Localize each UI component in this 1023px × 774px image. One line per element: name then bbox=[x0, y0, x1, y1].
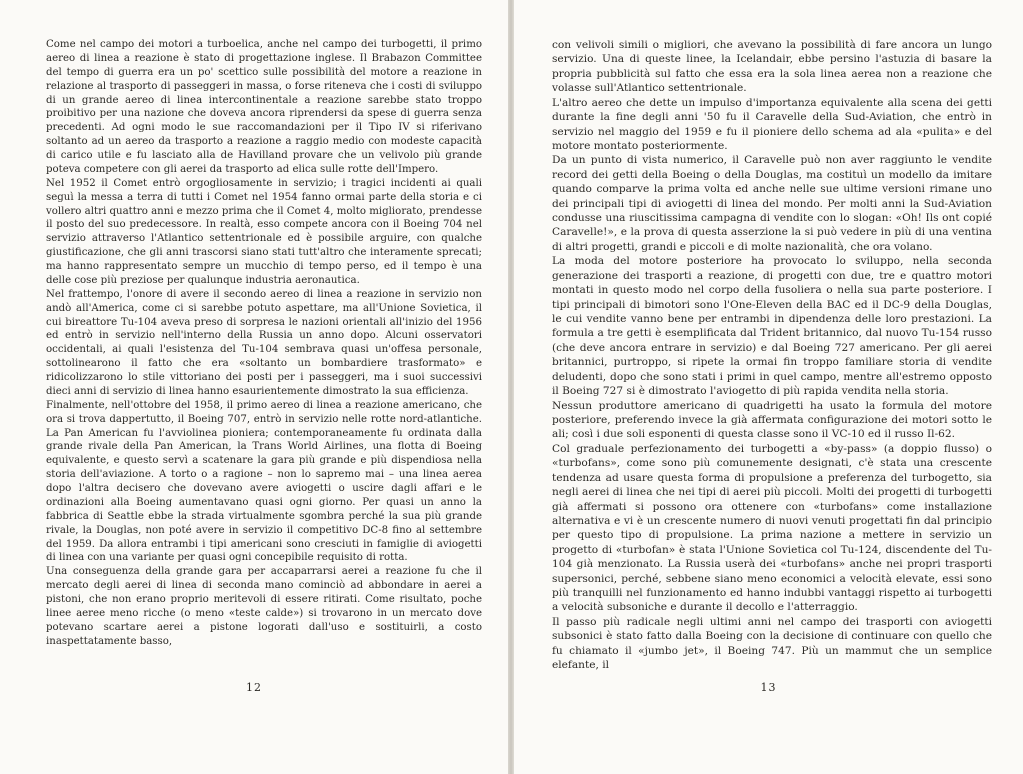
paragraph: Il passo più radicale negli ultimi anni nel campo dei trasporti con aviogetti subsonici è stato fatto dalla Boeing con la decisione di continuare con quello che fu chiamato il «jumbo jet», il Boeing 747. Più un mammut che un semplice elefante, il bbox=[552, 615, 992, 672]
paragraph: Nessun produttore americano di quadrigetti ha usato la formula del motore posteriore, preferendo invece la già affermata configurazione dei motori sotto le ali; così i due soli esponenti di questa classe sono il VC-10 ed il russo Il-62. bbox=[552, 399, 992, 441]
paragraph: con velivoli simili o migliori, che avevano la possibilità di fare ancora un lungo servizio. Una di queste linee, la Icelandair, ebbe persino l'astuzia di basare la propria pubblicità sul fatto che essa era la sola linea aerea non a reazione che volasse sull'Atlantico settentrionale. bbox=[552, 39, 992, 95]
paragraph: Finalmente, nell'ottobre del 1958, il primo aereo di linea a reazione americano, che ora si trova dappertutto, il Boeing 707, entrò in servizio nelle rotte nord-atlantiche. La Pan American fu l'avviolinea pioniera; contemporaneamente fu ordinata dalla grande rivale della Pan American, la Trans World Airlines, una flotta di Boeing equivalente, e questo servì a scatenare la gara più grande e più dispendiosa nella storia dell'aviazione. A torto o a ragione – non lo sapremo mai – una linea aerea dopo l'altra decisero che dovevano avere aviogetti o uscire dagli affari e le ordinazioni alla Boeing aumentavano quasi ogni giorno. Per quasi un anno la fabbrica di Seattle ebbe la strada virtualmente sgombra perché la sua più grande rivale, la Douglas, non poté avere in servizio il competitivo DC-8 fino al settembre del 1959. Da allora entrambi i tipi americani sono cresciuti in famiglie di aviogetti di linea con una variante per quasi ogni concepibile requisito di rotta. bbox=[46, 399, 482, 564]
paragraph: Una conseguenza della grande gara per accaparrarsi aerei a reazione fu che il mercato degli aerei di linea di seconda mano cominciò ad abbondare in aerei a pistoni, che non erano proprio meritevoli di essere ritirati. Come risultato, poche linee aeree meno ricche (o meno «teste calde») si trovarono in un mercato dove potevano scartare aerei a pistone logorati dall'uso e sostituirli, a costo inaspettatamente basso, bbox=[46, 566, 482, 647]
paragraph: Come nel campo dei motori a turboelica, anche nel campo dei turbogetti, il primo aereo di linea a reazione è stato di progettazione inglese. Il Brabazon Committee del tempo di guerra era un po' scettico sulle possibilità del motore a reazione in relazione al trasporto di passeggeri in massa, o forse riteneva che i costi di sviluppo di un grande aereo di linea intercontinentale a reazione sarebbe stato troppo proibitivo per una nazione che doveva ancora riprendersi da spese di guerra senza precedenti. Ad ogni modo le sue raccomandazioni per il Tipo IV si riferivano soltanto ad un aereo da trasporto a reazione a raggio medio con modeste capacità di carico utile e fu lasciato alla de Havilland provare che un velivolo più grande poteva competere con gli aerei da trasporto ad elica sulle rotte dell'Impero. bbox=[46, 39, 482, 175]
paragraph: L'altro aereo che dette un impulso d'importanza equivalente alla scena dei getti durante la fine degli anni '50 fu il Caravelle della Sud-Aviation, che entrò in servizio nel maggio del 1959 e fu il pioniere dello schema ad ala «pulita» e del motore montato posteriormente. bbox=[552, 96, 992, 152]
paragraph: Nel frattempo, l'onore di avere il secondo aereo di linea a reazione in servizio non andò all'America, come ci si sarebbe potuto aspettare, ma all'Unione Sovietica, il cui bireattore Tu-104 aveva preso di sorpresa le nazioni orientali all'inizio del 1956 ed entrò in servizio nell'interno della Russia un anno dopo. Alcuni osservatori occidentali, ai quali l'esistenza del Tu-104 sembrava quasi un'offesa personale, sottolinearono il fatto che era «soltanto un bombardiere trasformato» e ridicolizzarono lo stile vittoriano dei posti per i passeggeri, ma i suoi successivi dieci anni di servizio di linea hanno esaurientemente dimostrato la sua efficienza. bbox=[46, 288, 482, 397]
paragraph: Col graduale perfezionamento dei turbogetti a «by-pass» (a doppio flusso) o «turbofans», come sono più comunemente designati, c'è stata una crescente tendenza ad usare questa forma di propulsione a preferenza del turbogetto, sia negli aerei di linea che nei tipi di aerei più piccoli. Molti dei progetti di turbogetti già affermati si possono ora ottenere con «turbofans» come installazione alternativa e vi è un crescente numero di nuovi venuti progettati fin dal principio per questo tipo di propulsione. La prima nazione a mettere in servizio un progetto di «turbofan» è stata l'Unione Sovietica col Tu-124, discendente del Tu-104 già menzionato. La Russia userà dei «turbofans» anche nei propri trasporti supersonici, perché, sebbene siano meno economici a velocità elevate, essi sono più tranquilli nel funzionamento ed hanno indubbi vantaggi rispetto ai turbogetti a velocità subsoniche e durante il decollo e l'atterraggio. bbox=[552, 442, 992, 614]
left-page-text bbox=[46, 38, 482, 649]
paragraph: Da un punto di vista numerico, il Caravelle può non aver raggiunto le vendite record dei getti della Boeing o della Douglas, ma costituì un modello da imitare quando comparve la prima volta ed anche nelle sue ultime versioni rimane uno dei principali tipi di aviogetti di linea del mondo. Per molti anni la Sud-Aviation condusse una riuscitissima campagna di vendite con lo slogan: «Oh! Ils ont copié Caravelle!», e la prova di questa asserzione la si può vedere in più di una ventina di altri progetti, grandi e piccoli e di molte nazionalità, che ora volano. bbox=[552, 154, 992, 253]
right-page-text bbox=[552, 38, 992, 673]
page-number: 13 bbox=[760, 681, 777, 694]
right-page bbox=[514, 0, 1023, 774]
page-number: 12 bbox=[246, 681, 262, 694]
left-page bbox=[0, 0, 508, 774]
paragraph: La moda del motore posteriore ha provocato lo sviluppo, nella seconda generazione dei trasporti a reazione, di progetti con due, tre e quattro motori montati in questo modo nel corpo della fusoliera o nella sua parte posteriore. I tipi principali di bimotori sono l'One-Eleven della BAC ed il DC-9 della Douglas, le cui vendite vanno bene per entrambi in dipendenza delle loro prestazioni. La formula a tre getti è esemplificata dal Trident britannico, dal nuovo Tu-154 russo (che deve ancora entrare in servizio) e dal Boeing 727 americano. Per gli aerei britannici, purtroppo, si ripete la ormai fin troppo familiare storia di vendite deludenti, dopo che sono stati i primi in quel campo, mentre all'estremo opposto il Boeing 727 si è dimostrato l'aviogetto di più rapida vendita nella storia. bbox=[552, 255, 992, 398]
paragraph: Nel 1952 il Comet entrò orgogliosamente in servizio; i tragici incidenti ai quali seguì la messa a terra di tutti i Comet nel 1954 fanno ormai parte della storia e ci vollero altri quattro anni e mezzo prima che il Comet 4, molto migliorato, prendesse il posto del suo predecessore. In realtà, esso compete ancora con il Boeing 704 nel servizio attraverso l'Atlantico settentrionale ed è possibile arguire, con qualche giustificazione, che gli anni trascorsi siano stati tutt'altro che interamente sprecati; ma hanno rappresentato sempre un mucchio di tempo perso, ed il tempo è una delle cose più preziose per qualunque industria aeronautica. bbox=[46, 177, 482, 286]
